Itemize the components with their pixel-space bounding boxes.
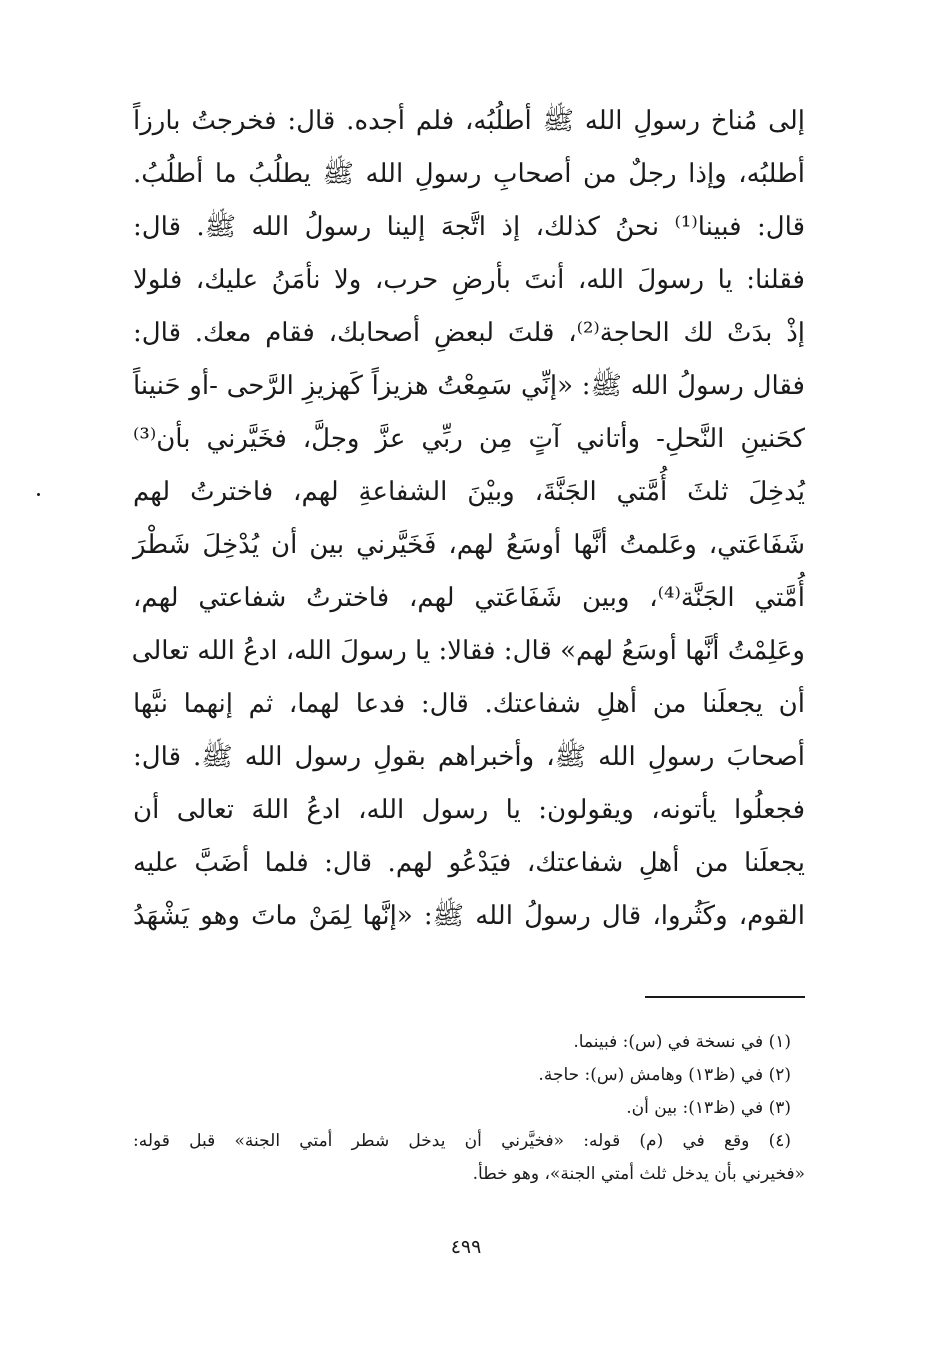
text-line: إلى مُناخ رسولِ الله ﷺ أطلُبُه، فلم أجده. قال: فخرجتُ بارزاً bbox=[133, 106, 805, 136]
text-line: إذْ بدَتْ لك الحاجة⁽²⁾، قلتَ لبعضِ أصحابك، فقام معك. قال: bbox=[133, 318, 806, 348]
text-line: فجعلُوا يأتونه، ويقولون: يا رسول الله، ادعُ اللهَ تعالى أن bbox=[133, 795, 805, 825]
text-line: فقال رسولُ الله ﷺ: «إنِّي سَمِعْتُ هزيزاً كَهزيزِ الرَّحى -أو حَنيناً bbox=[133, 371, 805, 401]
text-line: فقلنا: يا رسولَ الله، أنتَ بأرضِ حرب، ولا نأمَنُ عليك، فلولا bbox=[133, 265, 805, 295]
text-line: كحَنينِ النَّحلِ- وأتاني آتٍ مِن ربِّي عزَّ وجلَّ، فخَيَّرني بأن⁽³⁾ bbox=[133, 424, 805, 454]
footnote: (٤) وقع في (م) قوله: «فخيَّرني أن يدخل شطر أمتي الجنة» قبل قوله: bbox=[133, 1131, 791, 1151]
footnote: (١) في نسخة في (س): فبينما. bbox=[573, 1032, 791, 1052]
scan-speck bbox=[37, 493, 40, 496]
text-line: أطلبُه، وإذا رجلٌ من أصحابِ رسولِ الله ﷺ يطلُبُ ما أطلُبُ. bbox=[133, 159, 805, 189]
text-line: وعَلِمْتُ أنَّها أوسَعُ لهم» قال: فقالا: يا رسولَ الله، ادعُ الله تعالى bbox=[131, 636, 805, 666]
text-line: القوم، وكَثُروا، قال رسولُ الله ﷺ: «إنَّها لِمَنْ ماتَ وهو يَشْهَدُ bbox=[133, 901, 805, 931]
footnote-separator bbox=[645, 996, 805, 998]
footnote-continuation: «فخيرني بأن يدخل ثلث أمتي الجنة»، وهو خطأ. bbox=[472, 1164, 805, 1184]
footnote: (٣) في (ظ١٣): بين أن. bbox=[626, 1098, 791, 1118]
text-line: أصحابَ رسولِ الله ﷺ، وأخبراهم بقولِ رسول الله ﷺ. قال: bbox=[133, 742, 805, 772]
text-line: شَفَاعَتي، وعَلمتُ أنَّها أوسَعُ لهم، فَخَيَّرني بين أن يُدْخِلَ شَطْرَ bbox=[133, 530, 805, 560]
text-line: أُمَّتي الجَنَّة⁽⁴⁾، وبين شَفَاعَتي لهم، فاخترتُ شفاعتي لهم، bbox=[133, 583, 806, 613]
main-text bbox=[133, 95, 805, 943]
footnotes bbox=[133, 1026, 805, 1191]
text-line: أن يجعلَنا من أهلِ شفاعتك. قال: فدعا لهما، ثم إنهما نبَّها bbox=[133, 689, 805, 719]
footnote: (٢) في (ظ١٣) وهامش (س): حاجة. bbox=[538, 1065, 791, 1085]
page-number: ٤٩٩ bbox=[450, 1236, 482, 1258]
text-line: يجعلَنا من أهلِ شفاعتك، فيَدْعُو لهم. قال: فلما أضَبَّ عليه bbox=[133, 848, 805, 878]
text-line: قال: فبينا⁽¹⁾ نحنُ كذلك، إذ اتَّجهَ إلينا رسولُ الله ﷺ. قال: bbox=[133, 212, 805, 242]
text-line: يُدخِلَ ثلثَ أُمَّتي الجَنَّةَ، وبيْنَ الشفاعةِ لهم، فاخترتُ لهم bbox=[133, 477, 805, 507]
